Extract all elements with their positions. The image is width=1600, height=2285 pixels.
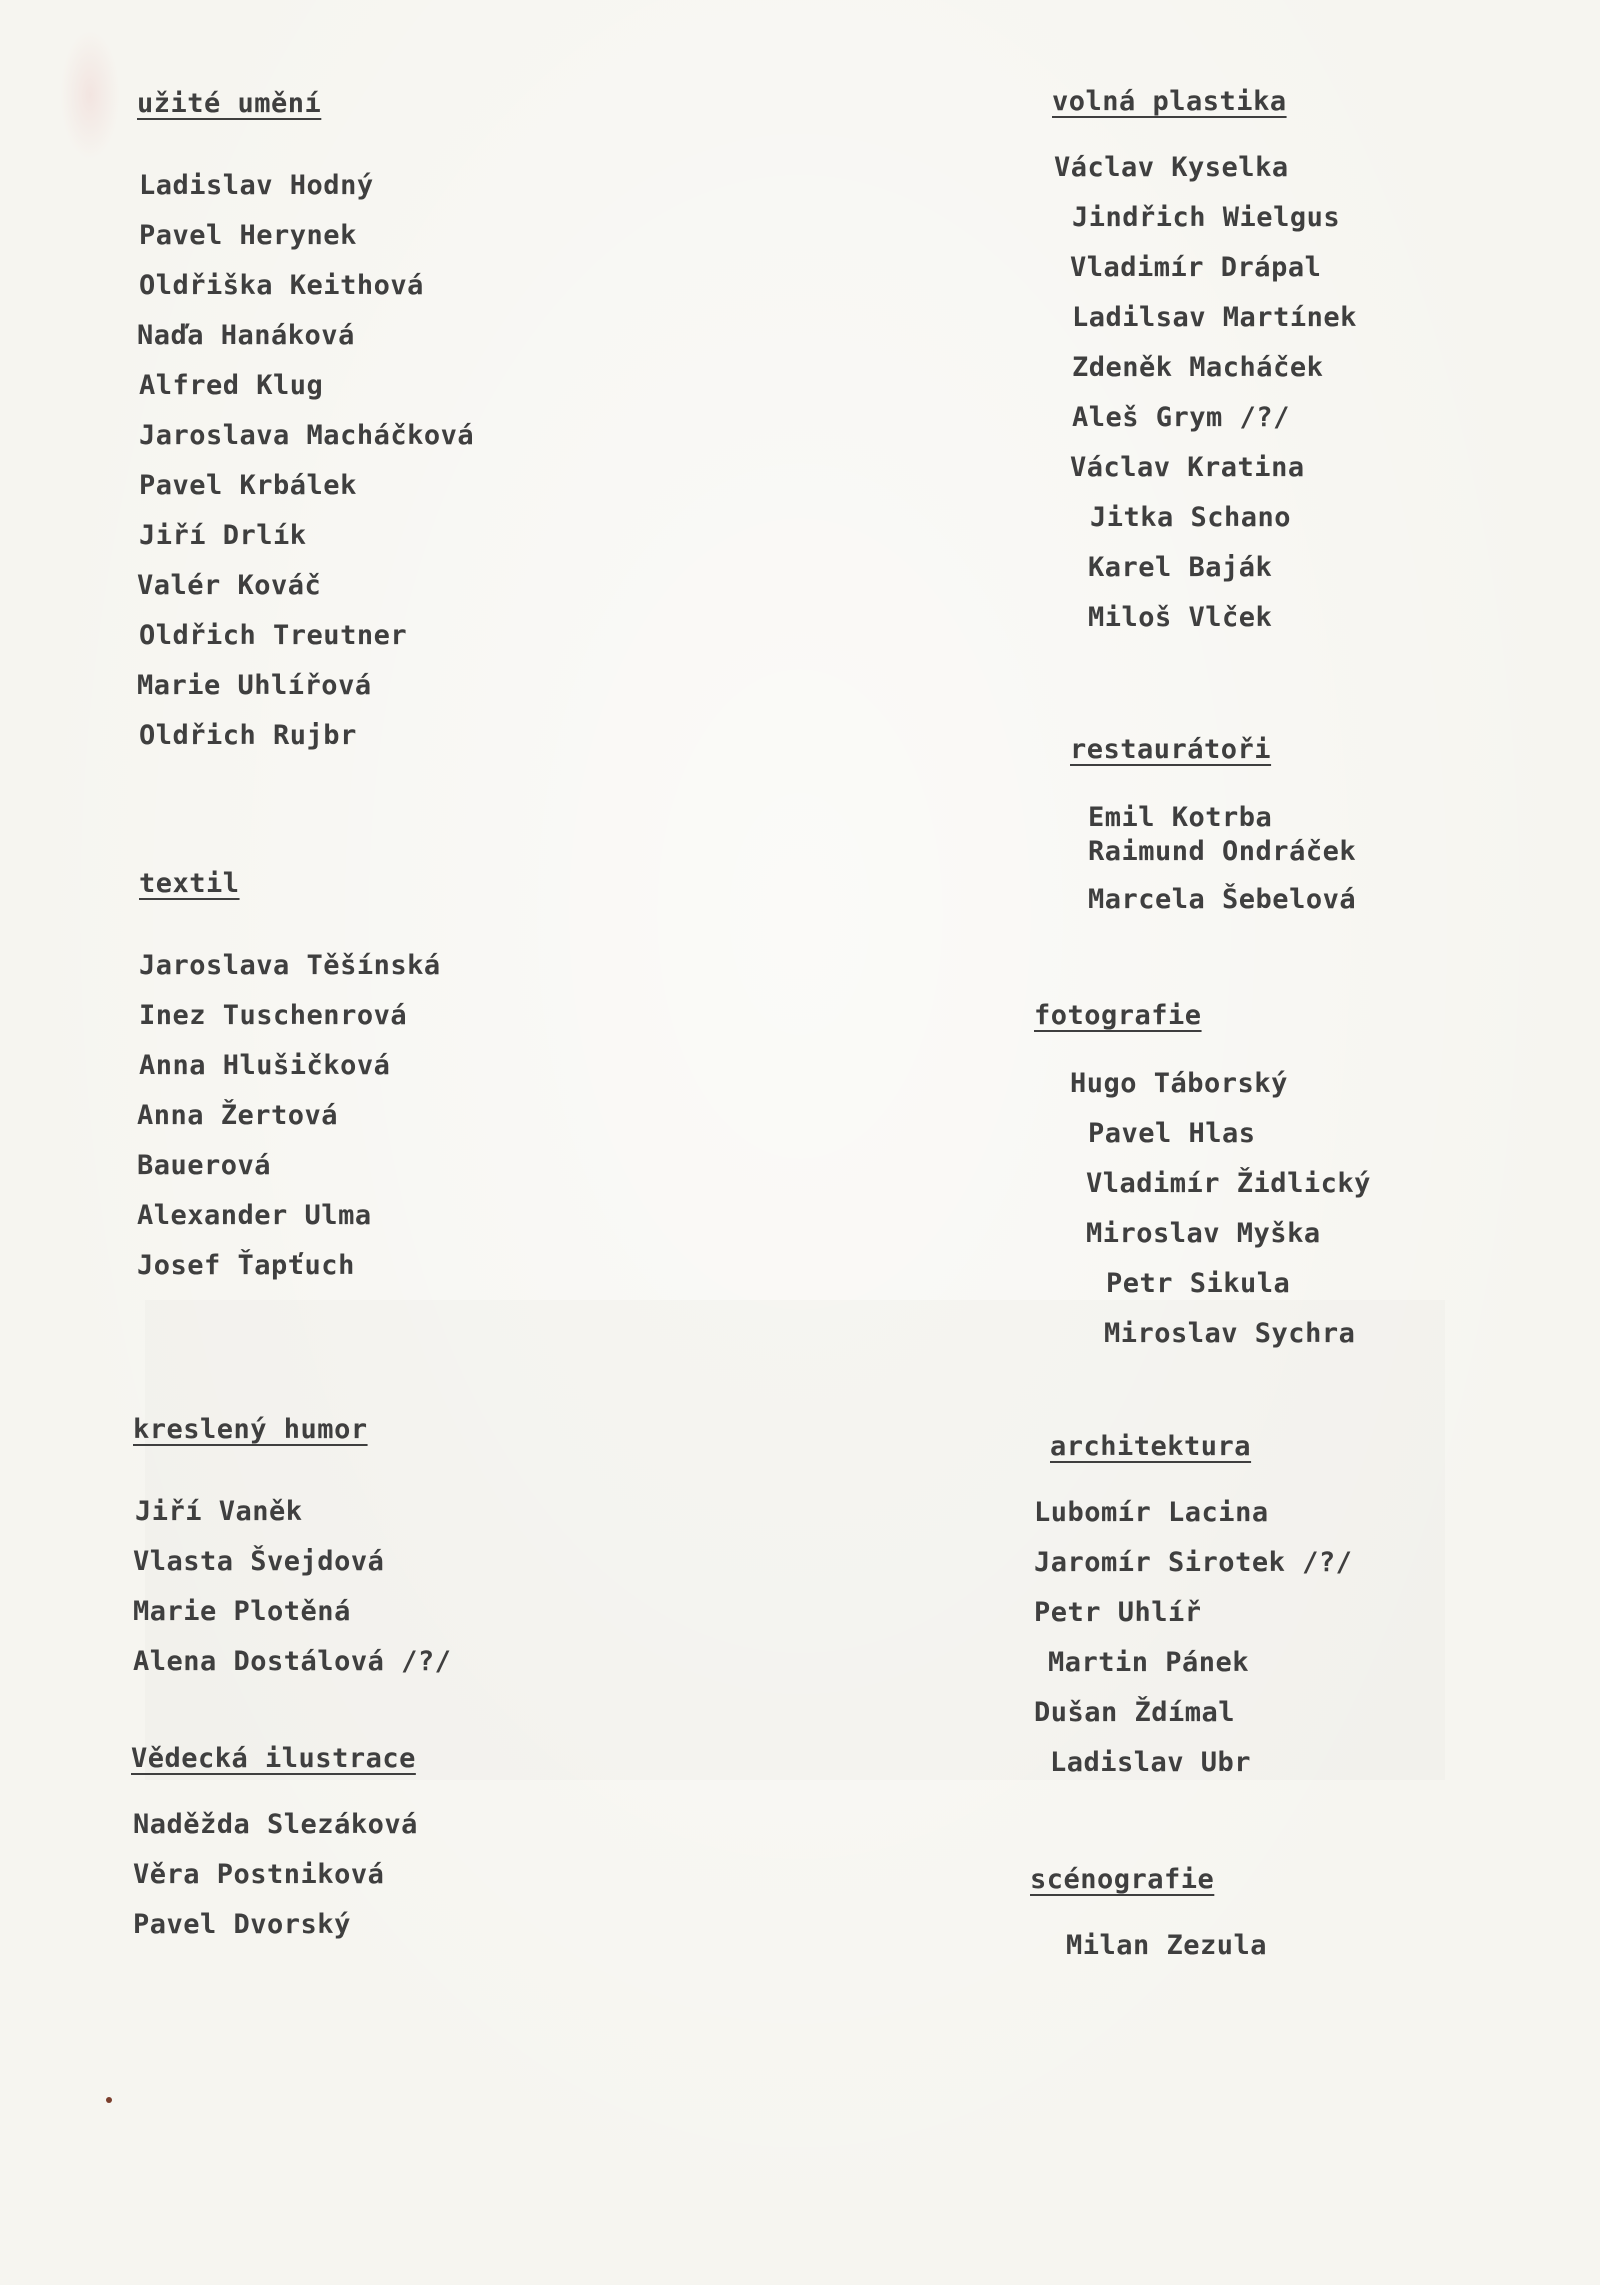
name-entry: Oldřiška Keithová xyxy=(139,270,424,301)
name-entry: Jiří Drlík xyxy=(139,520,307,551)
name-entry: Emil Kotrba xyxy=(1088,802,1273,833)
name-entry: Anna Hlušičková xyxy=(139,1050,391,1081)
name-entry: Miroslav Sychra xyxy=(1104,1318,1356,1349)
name-entry: Vlasta Švejdová xyxy=(133,1546,385,1577)
name-entry: Václav Kyselka xyxy=(1054,152,1289,183)
section-heading-volna-plastika: volná plastika xyxy=(1052,86,1287,117)
ink-dot xyxy=(106,2097,112,2103)
name-entry: Jaromír Sirotek /?/ xyxy=(1034,1547,1353,1578)
name-entry: Ladislav Hodný xyxy=(139,170,374,201)
name-entry: Alexander Ulma xyxy=(137,1200,372,1231)
name-entry: Inez Tuschenrová xyxy=(139,1000,408,1031)
name-entry: Ladislav Ubr xyxy=(1050,1747,1252,1778)
name-entry: Josef Ťapťuch xyxy=(137,1250,355,1281)
name-entry: Věra Postniková xyxy=(133,1859,385,1890)
paper-stain xyxy=(60,30,120,160)
name-entry: Raimund Ondráček xyxy=(1088,836,1357,867)
name-entry: Dušan Ždímal xyxy=(1034,1697,1236,1728)
name-entry: Valér Kováč xyxy=(137,570,322,601)
name-entry: Aleš Grym /?/ xyxy=(1072,402,1290,433)
name-entry: Naďa Hanáková xyxy=(137,320,355,351)
name-entry: Martin Pánek xyxy=(1048,1647,1250,1678)
name-entry: Anna Žertová xyxy=(137,1100,339,1131)
name-entry: Oldřich Treutner xyxy=(139,620,408,651)
name-entry: Milan Zezula xyxy=(1066,1930,1268,1961)
name-entry: Marie Plotěná xyxy=(133,1596,351,1627)
name-entry: Miloš Vlček xyxy=(1088,602,1273,633)
name-entry: Marcela Šebelová xyxy=(1088,884,1357,915)
name-entry: Vladimír Židlický xyxy=(1086,1168,1371,1199)
name-entry: Zdeněk Macháček xyxy=(1072,352,1324,383)
name-entry: Miroslav Myška xyxy=(1086,1218,1321,1249)
name-entry: Lubomír Lacina xyxy=(1034,1497,1269,1528)
name-entry: Jitka Schano xyxy=(1090,502,1292,533)
section-heading-fotografie: fotografie xyxy=(1034,1000,1202,1031)
name-entry: Oldřich Rujbr xyxy=(139,720,357,751)
name-entry: Jaroslava Macháčková xyxy=(139,420,475,451)
section-heading-uzite-umeni: užité umění xyxy=(137,88,322,119)
name-entry: Marie Uhlířová xyxy=(137,670,372,701)
section-heading-restauratori: restaurátoři xyxy=(1070,734,1272,765)
section-heading-textil: textil xyxy=(139,868,240,899)
name-entry: Alfred Klug xyxy=(139,370,324,401)
name-entry: Naděžda Slezáková xyxy=(133,1809,418,1840)
name-entry: Jaroslava Těšínská xyxy=(139,950,441,981)
name-entry: Pavel Hlas xyxy=(1088,1118,1256,1149)
name-entry: Petr Sikula xyxy=(1106,1268,1291,1299)
name-entry: Václav Kratina xyxy=(1070,452,1305,483)
show-through-smudge xyxy=(145,1300,1445,1780)
name-entry: Pavel Herynek xyxy=(139,220,357,251)
name-entry: Ladilsav Martínek xyxy=(1072,302,1357,333)
section-heading-vedecka-ilustrace: Vědecká ilustrace xyxy=(131,1743,416,1774)
name-entry: Bauerová xyxy=(137,1150,272,1181)
name-entry: Alena Dostálová /?/ xyxy=(133,1646,452,1677)
name-entry: Petr Uhlíř xyxy=(1034,1597,1202,1628)
name-entry: Vladimír Drápal xyxy=(1070,252,1322,283)
section-heading-scenografie: scénografie xyxy=(1030,1864,1215,1895)
name-entry: Pavel Krbálek xyxy=(139,470,357,501)
name-entry: Karel Baják xyxy=(1088,552,1273,583)
name-entry: Pavel Dvorský xyxy=(133,1909,351,1940)
section-heading-architektura: architektura xyxy=(1050,1431,1252,1462)
name-entry: Jindřich Wielgus xyxy=(1072,202,1341,233)
name-entry: Jiří Vaněk xyxy=(135,1496,303,1527)
section-heading-kresleny-humor: kreslený humor xyxy=(133,1414,368,1445)
name-entry: Hugo Táborský xyxy=(1070,1068,1288,1099)
